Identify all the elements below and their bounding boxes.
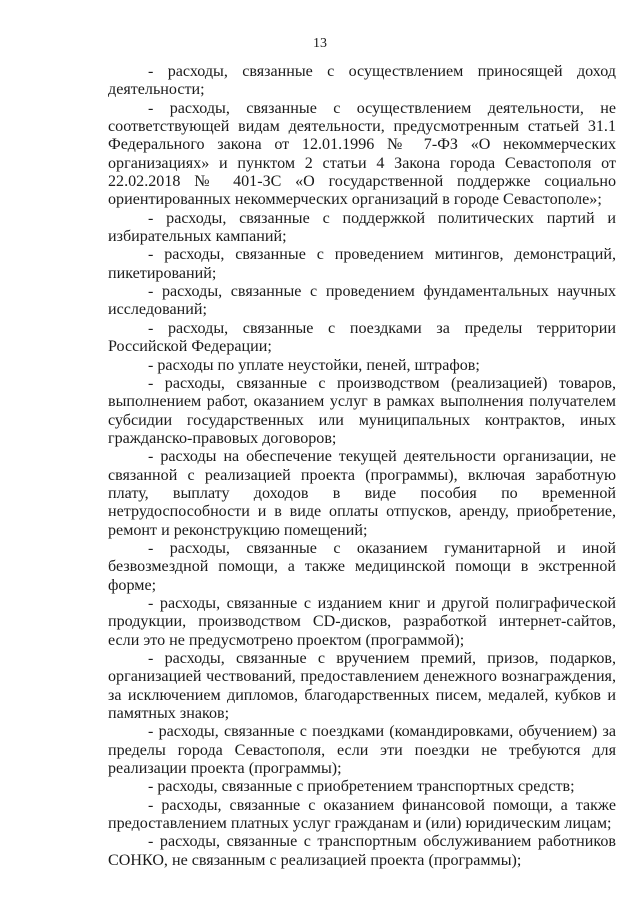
list-item: - расходы, связанные с проведением митингов, демонстраций, пикетирований;: [108, 246, 616, 282]
document-body: [108, 63, 616, 870]
list-item: - расходы, связанные с оказанием гуманитарной и иной безвозмездной помощи, а также медицинской помощи в экстренной форме;: [108, 539, 616, 594]
list-item: - расходы, связанные с вручением премий, призов, подарков, организацией чествований, предоставлением денежного вознаграждения, за исключением дипломов, благодарственных писем, медалей, кубков и памятных знаков;: [108, 650, 616, 723]
list-item: - расходы, связанные с осуществлением приносящей доход деятельности;: [108, 63, 616, 99]
list-item: - расходы, связанные с проведением фундаментальных научных исследований;: [108, 283, 616, 319]
list-item: - расходы, связанные с осуществлением деятельности, не соответствующей видам деятельности, предусмотренным статьей 31.1 Федерального закона от 12.01.1996 № 7-ФЗ «О некоммерческих организациях» и пунктом 2 статьи 4 Закона города Севастополя от 22.02.2018 № 401-ЗС «О государственной поддержке социально ориентированных некоммерческих организаций в городе Севастополе»;: [108, 99, 616, 209]
list-item: - расходы, связанные с транспортным обслуживанием работников СОНКО, не связанным с реализацией проекта (программы);: [108, 833, 616, 869]
list-item: - расходы, связанные с поездками за пределы территории Российской Федерации;: [108, 319, 616, 356]
list-item: - расходы, связанные с изданием книг и другой полиграфической продукции, производством CD-дисков, разработкой интернет-сайтов, если это не предусмотрено проектом (программой);: [108, 594, 616, 649]
list-item: - расходы, связанные с приобретением транспортных средств;: [148, 778, 575, 796]
list-item: - расходы по уплате неустойки, пеней, штрафов;: [148, 356, 480, 374]
list-item: - расходы на обеспечение текущей деятельности организации, не связанной с реализацией проекта (программы), включая заработную плату, выплату доходов в виде пособия по временной нетрудоспособности и в виде оплаты отпусков, аренду, приобретение, ремонт и реконструкцию помещений;: [108, 448, 616, 539]
list-item: - расходы, связанные с поездками (командировками, обучением) за пределы города Севастополя, если эти поездки не требуются для реализации проекта (программы);: [108, 723, 616, 778]
list-item: - расходы, связанные с поддержкой политических партий и избирательных кампаний;: [108, 209, 616, 246]
page-number: 13: [313, 36, 327, 51]
list-item: - расходы, связанные с оказанием финансовой помощи, а также предоставлением платных услуг гражданам и (или) юридическим лицам;: [108, 796, 616, 833]
list-item: - расходы, связанные с производством (реализацией) товаров, выполнением работ, оказанием услуг в рамках выполнения получателем субсидии государственных или муниципальных контрактов, иных гражданско-правовых договоров;: [108, 374, 616, 447]
